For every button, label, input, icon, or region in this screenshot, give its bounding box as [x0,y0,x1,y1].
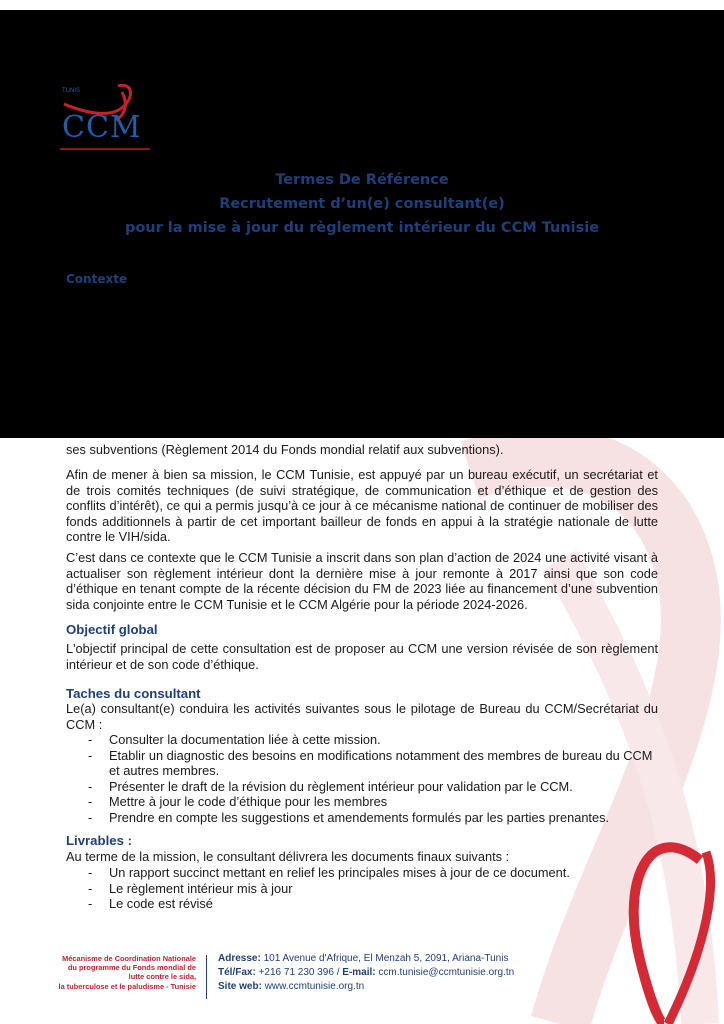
bullet-dash: - [88,747,93,763]
footer-org-line: la tuberculose et le paludisme - Tunisie [58,981,196,991]
list-item-text: Etablir un diagnostic des besoins en modifications notamment des membres de bureau du CCM et autres membres. [109,747,653,779]
bullet-dash: - [88,896,93,912]
address-value: 101 Avenue d'Afrique, El Menzah 5, 2091, Ariana-Tunis [263,953,509,964]
paragraph-livrables-intro: Au terme de la mission, le consultant délivrera les documents finaux suivants : [66,849,510,864]
list-item-text: Un rapport succinct mettant en relief les principales mises à jour de ce document. [109,865,570,880]
footer-website [218,980,514,994]
list-item-text: Consulter la documentation liée à cette mission. [109,732,381,747]
footer-address [218,952,514,966]
list-item [66,865,658,881]
list-item-text: Mettre à jour le code d’éthique pour les membres [109,794,388,810]
logo-top-text: TUNIS [62,88,80,94]
section-heading-context: Contexte [66,272,128,286]
footer-org-line: lutte contre le sida, [128,972,196,982]
footer-org-line: du programme du Fonds mondial de [67,963,196,973]
list-item-text: Le code est révisé [109,896,213,912]
paragraph-taches-intro: Le(a) consultant(e) conduira les activités suivantes sous le pilotage de Bureau du CCM/Secrétariat du CCM : [66,701,658,732]
list-item [66,794,658,810]
list-item [66,732,658,748]
paragraph-mission: Afin de mener à bien sa mission, le CCM Tunisie, est appuyé par un bureau exécutif, un secrétariat et de trois comités techniques (de suivi stratégique, de communication et d’éthique et de gestion des conflits d’intérêt), ce qui a permis jusqu’à ce jour à ce mécanisme national de continuer de mobiliser des fonds additionnels à partir de cet important bailleur de fonds en appui à la stratégie nationale de lutte contre le VIH/sida. [66,467,658,545]
footer-divider [206,955,207,999]
list-item [66,748,658,779]
list-item-text: Prendre en compte les suggestions et amendements formulés par les parties prenantes. [109,809,610,825]
logo-underline [60,148,150,150]
logo-name: CCM [62,110,142,145]
heading-livrables: Livrables : [66,833,132,848]
footer-tel-email: Tél/Fax: +216 71 230 396 / E-mail: ccm.tunisie@ccmtunisie.org.tn [218,967,515,978]
email-label: E-mail: [342,967,376,978]
paragraph-context-plan: C’est dans ce contexte que le CCM Tunisie a inscrit dans son plan d’action de 2024 une activité visant à actualiser son règlement intérieur dont la dernière mise à jour remonte à 2017 ainsi que son code d’éthique en tenant compte de la récente décision du FM de 2023 liée au financement d’une subvention sida conjointe entre le CCM Tunisie et le CCM Algérie pour la période 2024-2026. [66,550,658,612]
list-item [66,779,658,795]
bullet-dash: - [88,865,93,880]
paragraph-objectif: L'objectif principal de cette consultation est de proposer au CCM une version révisée de son règlement intérieur et de son code d’éthique. [66,641,658,672]
footer-contact [218,952,514,994]
title-line-1: Termes De Référence [275,172,449,188]
title-line-3: pour la mise à jour du règlement intérieur du CCM Tunisie [124,220,600,236]
bullet-dash: - [88,880,93,896]
bullet-dash: - [88,778,93,794]
list-item [66,810,658,826]
paragraph-subventions: ses subventions (Règlement 2014 du Fonds mondial relatif aux subventions). [66,442,504,457]
list-item [66,896,658,912]
list-taches [66,732,658,826]
bullet-dash: - [88,794,93,810]
footer-organization [30,954,196,991]
address-label: Adresse: [218,953,261,964]
heading-objectif-global: Objectif global [66,622,158,637]
bullet-dash: - [88,732,93,747]
list-livrables [66,865,658,912]
footer-org-line: Mécanisme de Coordination Nationale [62,954,196,963]
title-line-2: Recrutement d’un(e) consultant(e) [219,196,505,212]
list-item [66,881,658,897]
website-link[interactable]: www.ccmtunisie.org.tn [264,981,365,992]
web-label: Site web: [218,981,262,992]
ccm-logo [58,84,148,154]
email-link[interactable]: ccm.tunisie@ccmtunisie.org.tn [378,967,515,978]
tel-label: Tél/Fax: [218,967,256,978]
tel-value: +216 71 230 396 [258,967,334,978]
bullet-dash: - [88,809,93,825]
heading-taches: Taches du consultant [66,686,201,701]
list-item-text: Le règlement intérieur mis à jour [109,880,293,896]
list-item-text: Présenter le draft de la révision du règlement intérieur pour validation par le CCM. [109,778,573,794]
